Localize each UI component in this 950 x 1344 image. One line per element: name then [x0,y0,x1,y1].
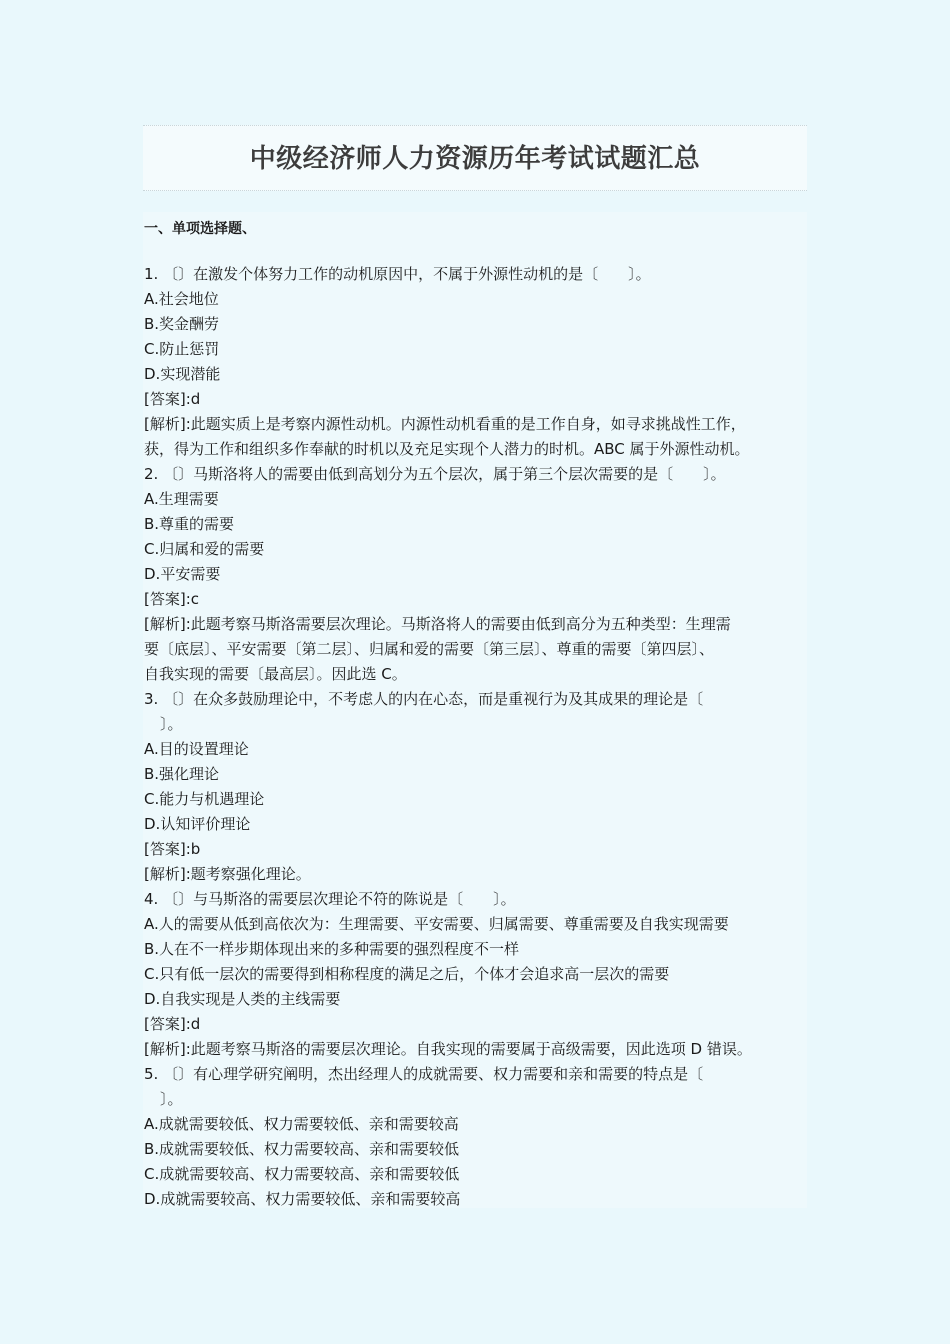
text-line: [解析]:题考察强化理论。 [144,865,311,883]
text-line: C.防止惩罚 [144,340,220,358]
text-line: C.只有低一层次的需要得到相称程度的满足之后，个体才会追求高一层次的需要 [144,965,670,983]
text-line: 要〔底层〕、平安需要〔第二层〕、归属和爱的需要〔第三层〕、尊重的需要〔第四层〕、 [144,640,715,658]
text-line: 自我实现的需要〔最高层〕。因此选 C。 [144,665,407,683]
text-line: B.强化理论 [144,765,220,783]
text-line: A.生理需要 [144,490,219,508]
text-line: D.自我实现是人类的主线需要 [144,990,341,1008]
text-line: A.社会地位 [144,290,219,308]
text-line: D.实现潜能 [144,365,221,383]
text-line: 〕。 [160,715,183,733]
text-line: [答案]:b [144,840,201,858]
document-title: 中级经济师人力资源历年考试试题汇总 [249,144,701,174]
text-line: A.目的设置理论 [144,740,249,758]
text-line: 2. 〔〕马斯洛将人的需要由低到高划分为五个层次，属于第三个层次需要的是〔 〕。 [144,465,726,483]
text-line: 4. 〔〕与马斯洛的需要层次理论不符的陈说是〔 〕。 [144,890,516,908]
text-line: 〕。 [160,1090,183,1108]
title-banner [143,125,807,191]
text-line: A.人的需要从低到高依次为：生理需要、平安需要、归属需要、尊重需要及自我实现需要 [144,915,729,933]
text-line: [解析]:此题考察马斯洛需要层次理论。马斯洛将人的需要由低到高分为五种类型：生理需 [144,615,731,633]
text-line: [答案]:d [144,1015,201,1033]
text-line: A.成就需要较低、权力需要较低、亲和需要较高 [144,1115,459,1133]
text-line: B.尊重的需要 [144,515,235,533]
text-line: C.归属和爱的需要 [144,540,265,558]
text-line: [答案]:c [144,590,200,608]
text-line: 5. 〔〕有心理学研究阐明，杰出经理人的成就需要、权力需要和亲和需要的特点是〔 [144,1065,704,1083]
text-line: 获，得为工作和组织多作奉献的时机以及充足实现个人潜力的时机。ABC 属于外源性动机。 [144,440,750,458]
text-line: [答案]:d [144,390,201,408]
text-line: 3. 〔〕在众多鼓励理论中，不考虑人的内在心态，而是重视行为及其成果的理论是〔 [144,690,704,708]
text-line: D.成就需要较高、权力需要较低、亲和需要较高 [144,1190,461,1208]
text-line: B.人在不一样步期体现出来的多种需要的强烈程度不一样 [144,940,520,958]
text-line: 1. 〔〕在激发个体努力工作的动机原因中，不属于外源性动机的是〔 〕。 [144,265,651,283]
text-line: B.成就需要较低、权力需要较高、亲和需要较低 [144,1140,460,1158]
text-line: B.奖金酬劳 [144,315,220,333]
text-line: D.认知评价理论 [144,815,251,833]
text-line: D.平安需要 [144,565,221,583]
section-heading: 一、单项选择题、 [144,221,256,237]
text-line: C.成就需要较高、权力需要较高、亲和需要较低 [144,1165,460,1183]
text-line: [解析]:此题实质上是考察内源性动机。内源性动机看重的是工作自身，如寻求挑战性工作， [144,415,746,433]
text-line: C.能力与机遇理论 [144,790,265,808]
question-list [144,262,816,1212]
text-line: [解析]:此题考察马斯洛的需要层次理论。自我实现的需要属于高级需要，因此选项 D 错误。 [144,1040,752,1058]
